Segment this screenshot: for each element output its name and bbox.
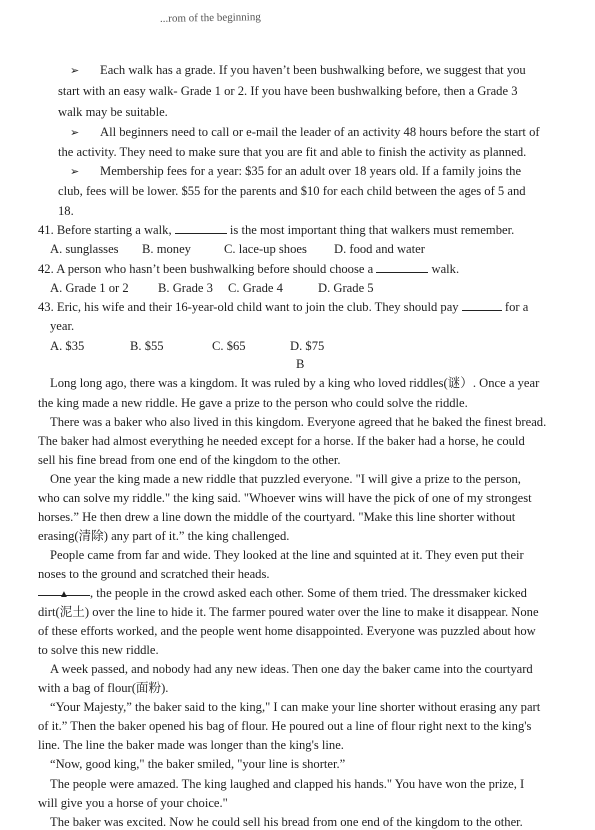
bullet-3-line-2: club, fees will be lower. $55 for the parents and $10 for each child between the ages of 5 and: [58, 184, 526, 198]
answer-blank[interactable]: [175, 223, 227, 234]
passage-blank-line: ▲ , the people in the crowd asked each other. Some of them tried. The dressmaker kicked: [38, 585, 527, 601]
passage-line: with a bag of flour(面粉).: [38, 681, 169, 695]
bullet-arrow-icon: ➢: [70, 65, 80, 77]
passage-line: of it.” Then the baker opened his bag of flour. He poured out a line of flour right next to the king's: [38, 719, 532, 733]
question-43-stem-cont: year.: [50, 319, 75, 333]
triangle-marker-icon: ▲: [59, 589, 69, 600]
bullet-3-line-1: ➢ Membership fees for a year: $35 for an adult over 18 years old. If a family joins the: [70, 164, 522, 178]
option-a[interactable]: A. $35: [50, 339, 85, 353]
section-b-heading: B: [296, 357, 305, 371]
bullet-arrow-icon: ➢: [70, 127, 80, 139]
passage-line: The baker was excited. Now he could sell his bread from one end of the kingdom to the other.: [50, 815, 523, 829]
passage-line: sell his fine bread from one end of the kingdom to the other.: [38, 453, 341, 467]
option-c[interactable]: C. $65: [212, 339, 246, 353]
passage-line: There was a baker who also lived in this kingdom. Everyone agreed that he baked the finest bread.: [50, 415, 547, 429]
option-d[interactable]: D. Grade 5: [318, 281, 374, 295]
option-b[interactable]: B. Grade 3: [158, 281, 213, 295]
passage-line: “Now, good king," the baker smiled, "your line is shorter.”: [50, 757, 346, 771]
passage-line: who can solve my riddle." the king said. "Whoever wins will have the pick of one of my strongest: [38, 491, 532, 505]
option-b[interactable]: B. $55: [130, 339, 164, 353]
option-b[interactable]: B. money: [142, 242, 191, 256]
passage-line: will give you a horse of your choice.": [38, 796, 228, 810]
passage-line: The baker had almost everything he needed except for a horse. If the baker had a horse, he could: [38, 434, 525, 448]
passage-line: erasing(清除) any part of it.” the king challenged.: [38, 529, 290, 543]
answer-blank[interactable]: [38, 585, 90, 600]
bullet-2-line-1: ➢ All beginners need to call or e-mail the leader of an activity 48 hours before the start of: [70, 125, 540, 139]
answer-blank[interactable]: [462, 300, 502, 311]
option-d[interactable]: D. food and water: [334, 242, 425, 256]
passage-line: People came from far and wide. They looked at the line and squinted at it. They even put their: [50, 548, 524, 562]
option-a[interactable]: A. Grade 1 or 2: [50, 281, 129, 295]
passage-line: dirt(泥土) over the line to hide it. The farmer poured water over the line to make it disappear. None: [38, 605, 539, 619]
passage-line: to solve this new riddle.: [38, 643, 159, 657]
question-43-options: [50, 338, 324, 354]
bullet-1-line-1: ➢ Each walk has a grade. If you haven’t been bushwalking before, we suggest that you: [70, 63, 526, 77]
bullet-arrow-icon: ➢: [70, 166, 80, 178]
option-a[interactable]: A. sunglasses: [50, 242, 119, 256]
answer-blank[interactable]: [376, 262, 428, 273]
passage-line: “Your Majesty,” the baker said to the king," I can make your line shorter without erasing any part: [50, 700, 541, 714]
question-42-options: [50, 280, 374, 296]
option-c[interactable]: C. lace-up shoes: [224, 242, 307, 256]
passage-line: noses to the ground and scratched their heads.: [38, 567, 270, 581]
bullet-3-line-3: 18.: [58, 204, 74, 218]
passage-line: One year the king made a new riddle that puzzled everyone. "I will give a prize to the person,: [50, 472, 521, 486]
option-d[interactable]: D. $75: [290, 339, 325, 353]
question-42-stem: 42. A person who hasn’t been bushwalking before should choose a walk.: [38, 262, 460, 276]
option-c[interactable]: C. Grade 4: [228, 281, 283, 295]
bullet-2-line-2: the activity. They need to make sure that you are fit and able to finish the activity as planned.: [58, 145, 527, 159]
question-41-stem: 41. Before starting a walk, is the most important thing that walkers must remember.: [38, 223, 515, 237]
question-41-options: [50, 241, 425, 257]
passage-line: line. The line the baker made was longer than the king's line.: [38, 738, 344, 752]
bullet-1-line-3: walk may be suitable.: [58, 105, 168, 119]
passage-line: the king made a new riddle. He gave a prize to the person who could solve the riddle.: [38, 396, 468, 410]
question-43-stem: 43. Eric, his wife and their 16-year-old child want to join the club. They should pay for a: [38, 300, 529, 314]
bullet-1-line-2: start with an easy walk- Grade 1 or 2. If you have been bushwalking before, then a Grade 3: [58, 84, 518, 98]
passage-line: horses.” He then drew a line down the middle of the courtyard. "Make this line shorter without: [38, 510, 516, 524]
page-header-fragment: ...rom of the beginning: [159, 11, 261, 25]
passage-line: of these efforts worked, and the people went home disappointed. Everyone was puzzled about how: [38, 624, 536, 638]
passage-line: Long long ago, there was a kingdom. It was ruled by a king who loved riddles(谜）. Once a year: [50, 376, 540, 390]
passage-line: The people were amazed. The king laughed and clapped his hands." You have won the prize, I: [50, 777, 525, 791]
passage-line: A week passed, and nobody had any new ideas. Then one day the baker came into the courtyard: [50, 662, 533, 676]
